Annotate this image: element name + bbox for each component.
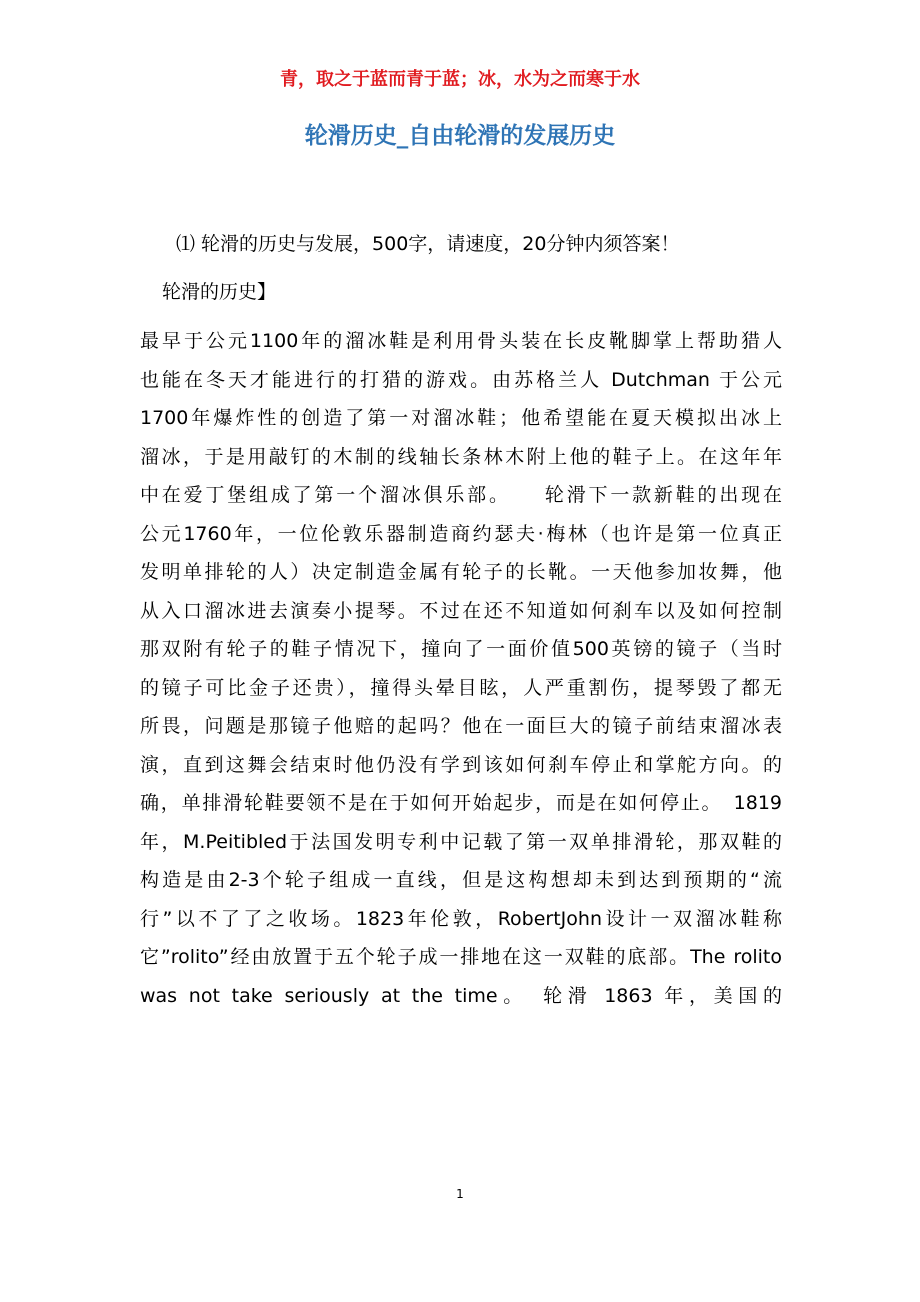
body-line: 行”以不了了之收场。1823年伦敦，RobertJohn设计一双溜冰鞋称 (140, 907, 782, 930)
body-line: was not take seriously at the time。 轮滑 1863 年，美国的 (140, 984, 782, 1007)
body-line: 从入口溜冰进去演奏小提琴。不过在还不知道如何刹车以及如何控制 (140, 599, 782, 622)
question-line: ⑴ 轮滑的历史与发展，500字，请速度，20分钟内须答案！ (176, 233, 680, 255)
body-line: 年，M.Peitibled于法国发明专利中记载了第一双单排滑轮，那双鞋的 (140, 830, 782, 853)
body-text (140, 322, 782, 1015)
body-line: 那双附有轮子的鞋子情况下，撞向了一面价值500英镑的镜子（当时 (140, 638, 782, 660)
motto-header: 青，取之于蓝而青于蓝；冰，水为之而寒于水 (280, 69, 640, 90)
body-line: 溜冰，于是用敲钉的木制的线轴长条林木附上他的鞋子上。在这年年 (140, 445, 782, 468)
page-number: 1 (456, 1187, 464, 1201)
body-line: 的镜子可比金子还贵），撞得头晕目眩，人严重割伤，提琴毁了都无 (140, 676, 782, 699)
body-line: 所畏，问题是那镜子他赔的起吗？他在一面巨大的镜子前结束溜冰表 (140, 715, 782, 737)
body-line: 也能在冬天才能进行的打猎的游戏。由苏格兰人 Dutchman 于公元 (140, 368, 782, 391)
body-line: 1700年爆炸性的创造了第一对溜冰鞋；他希望能在夏天模拟出冰上 (140, 407, 782, 429)
body-line: 最早于公元1100年的溜冰鞋是利用骨头装在长皮靴脚掌上帮助猎人 (140, 330, 782, 352)
body-line: 发明单排轮的人）决定制造金属有轮子的长靴。一天他参加妆舞，他 (140, 561, 782, 583)
body-line: 它”rolito”经由放置于五个轮子成一排地在这一双鞋的底部。The rolito (140, 946, 782, 968)
body-line: 公元1760年，一位伦敦乐器制造商约瑟夫·梅林（也许是第一位真正 (140, 522, 782, 545)
body-line: 确，单排滑轮鞋要领不是在于如何开始起步，而是在如何停止。 1819 (140, 792, 782, 814)
body-line: 演，直到这舞会结束时他仍没有学到该如何刹车停止和掌舵方向。的 (140, 753, 782, 776)
document-title: 轮滑历史_自由轮滑的发展历史 (304, 123, 616, 149)
body-line: 中在爱丁堡组成了第一个溜冰俱乐部。 轮滑下一款新鞋的出现在 (140, 484, 782, 506)
body-line: 构造是由2-3个轮子组成一直线，但是这构想却未到达到预期的“流 (140, 869, 782, 891)
section-subheading: 轮滑的历史】 (162, 281, 277, 303)
